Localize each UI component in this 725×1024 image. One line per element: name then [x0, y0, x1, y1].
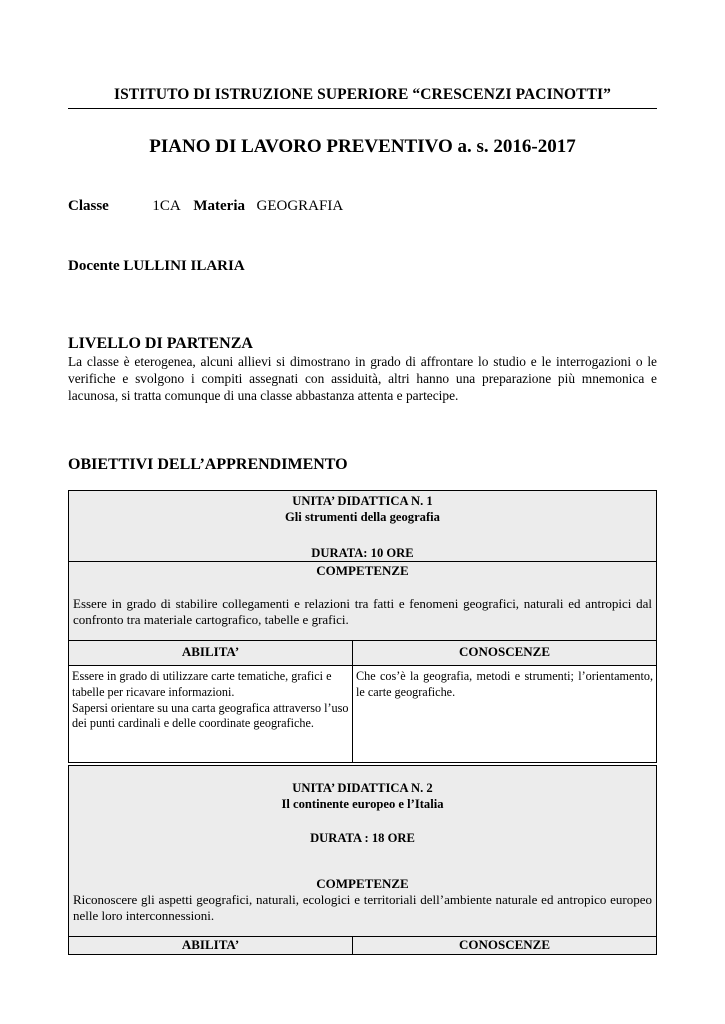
- docente-value: LULLINI ILARIA: [123, 258, 245, 274]
- unit-2-competenze-label: COMPETENZE: [316, 876, 409, 891]
- obiettivi-heading: OBIETTIVI DELL’APPRENDIMENTO: [68, 456, 348, 473]
- unit-1-table: [68, 490, 657, 763]
- unit-1-abilita-text: Essere in grado di utilizzare carte tematiche, grafici e tabelle per ricavare informazioni. Sapersi orientare su una carta geografica attraverso l’uso dei punti cardinali e delle coordinate geografiche.: [72, 669, 349, 731]
- teacher-line: [68, 258, 245, 275]
- plan-title: PIANO DI LAVORO PREVENTIVO a. s. 2016-2017: [149, 136, 576, 157]
- unit-2-header: [69, 766, 657, 937]
- unit-1-conoscenze-label: CONOSCENZE: [353, 641, 657, 666]
- unit-2-title: UNITA’ DIDATTICA N. 2: [292, 781, 433, 795]
- unit-1-subtitle: Gli strumenti della geografia: [285, 510, 440, 524]
- header-divider: [68, 108, 657, 109]
- livello-heading: LIVELLO DI PARTENZA: [68, 335, 253, 352]
- docente-label: Docente: [68, 258, 120, 274]
- school-name: ISTITUTO DI ISTRUZIONE SUPERIORE “CRESCENZI PACINOTTI”: [113, 86, 612, 103]
- unit-1-competenze-text: Essere in grado di stabilire collegamenti e relazioni tra fatti e fenomeni geografici, naturali ed antropici dal confronto tra materiale cartografico, tabelle e grafici.: [73, 596, 652, 627]
- classe-label: Classe: [68, 198, 109, 214]
- unit-2-abilita-label: ABILITA’: [69, 937, 353, 955]
- unit-2-conoscenze-label: CONOSCENZE: [353, 937, 657, 955]
- unit-1-conoscenze-cell: [353, 666, 657, 763]
- unit-1-conoscenze-text: Che cos’è la geografia, metodi e strumenti; l’orientamento, le carte geografiche.: [356, 669, 653, 699]
- materia-label: Materia: [193, 198, 245, 214]
- unit-1-competenze: [69, 562, 657, 641]
- unit-2-competenze-text: Riconoscere gli aspetti geografici, naturali, ecologici e territoriali dell’ambiente naturale ed antropico europeo nelle loro interconnessioni.: [73, 892, 652, 923]
- class-subject-line: [68, 198, 343, 215]
- unit-2-table: [68, 765, 657, 955]
- materia-value: GEOGRAFIA: [256, 198, 344, 214]
- unit-2-duration: DURATA : 18 ORE: [310, 831, 415, 845]
- unit-1-abilita-cell: [69, 666, 353, 763]
- unit-1-duration: DURATA: 10 ORE: [311, 546, 414, 560]
- classe-value: 1CA: [152, 198, 180, 214]
- unit-1-competenze-label: COMPETENZE: [316, 563, 409, 578]
- unit-1-header: [69, 491, 657, 562]
- livello-text: La classe è eterogenea, alcuni allievi si dimostrano in grado di affrontare lo studio e le interrogazioni o le verifiche e svolgono i compiti assegnati con assiduità, altri hanno una preparazione più mnemonica e lacunosa, si tratta comunque di una classe abbastanza attenta e partecipe.: [68, 354, 657, 403]
- unit-1-abilita-label: ABILITA’: [69, 641, 353, 666]
- unit-2-subtitle: Il continente europeo e l’Italia: [281, 797, 444, 811]
- unit-1-title: UNITA’ DIDATTICA N. 1: [292, 494, 433, 508]
